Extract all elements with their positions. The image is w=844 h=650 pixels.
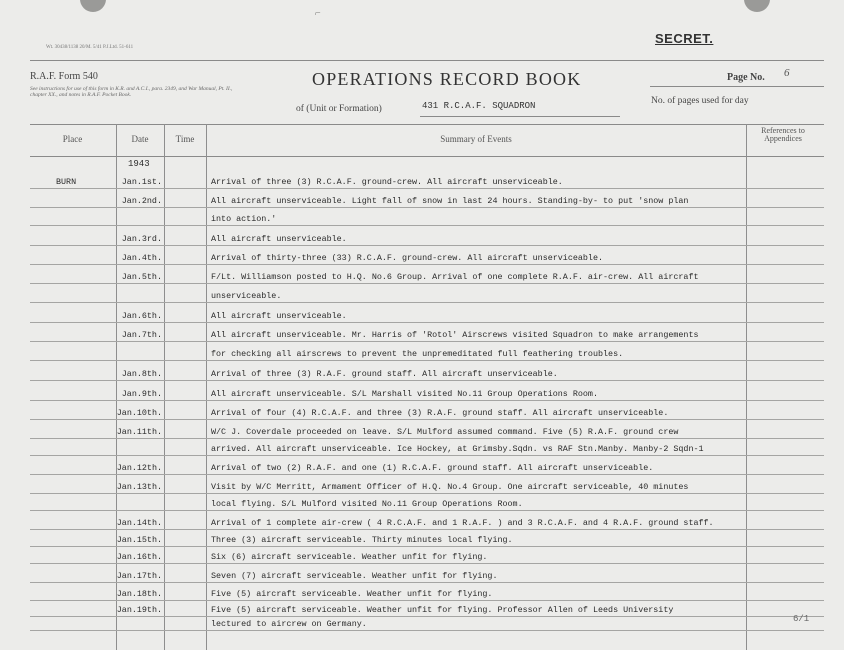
unit-underline [420,116,620,117]
entry-date: Jan.7th. [121,330,162,340]
secret-stamp: SECRET. [655,31,714,46]
entry-summary-line: for checking all airscrews to prevent the unpremeditated full feathering troubles. [211,349,624,359]
header-top-rule [30,124,824,125]
entry-summary-line: All aircraft unserviceable. S/L Marshall visited No.11 Group Operations Room. [211,389,598,399]
entry-date: Jan.2nd. [121,196,162,206]
header-time: Time [175,134,195,144]
header-references: References to Appendices [761,126,805,143]
entry-summary-line: All aircraft unserviceable. Mr. Harris of 'Rotol' Airscrews visited Squadron to make arrangements [211,330,699,340]
unit-label: of (Unit or Formation) [296,104,382,114]
entry-date: Jan.4th. [121,253,162,263]
entry-summary-line: arrived. All aircraft unserviceable. Ice Hockey, at Grimsby.Sqdn. vs RAF Stn.Manby. Manby-2 Sqdn-1 [211,444,704,454]
ledger-rule [30,493,824,494]
ledger-rule [30,600,824,601]
corner-mark: 6/1 [793,614,810,624]
ledger-rule [30,302,824,303]
ledger-rule [30,283,824,284]
form-number: R.A.F. Form 540 [30,71,98,82]
page-label: Page No. [727,72,765,83]
ledger-rule [30,380,824,381]
entry-summary-line: Three (3) aircraft serviceable. Thirty minutes local flying. [211,535,513,545]
entry-summary-line: lectured to aircrew on Germany. [211,619,367,629]
header-summary: Summary of Events [440,134,512,144]
entry-date: Jan.16th. [116,552,162,562]
ledger-rule [30,322,824,323]
ledger-rule [30,438,824,439]
entry-summary-line: All aircraft unserviceable. Light fall of snow in last 24 hours. Standing-by- to put 'snow plan [211,196,689,206]
entry-summary-line: Arrival of three (3) R.C.A.F. ground-crew. All aircraft unserviceable. [211,177,563,187]
entry-summary-line: local flying. S/L Mulford visited No.11 Group Operations Room. [211,499,523,509]
unit-value: 431 R.C.A.F. SQUADRON [422,101,536,111]
entry-date: Jan.3rd. [121,234,162,244]
ledger-rule [30,582,824,583]
entry-summary-line: Arrival of four (4) R.C.A.F. and three (3) R.A.F. ground staff. All aircraft unserviceable. [211,408,669,418]
entry-place: BURN [56,177,77,187]
ledger-rule [30,400,824,401]
ledger-rule [30,616,824,617]
top-rule [30,60,824,61]
column-divider [206,124,207,650]
entry-date: Jan.15th. [116,535,162,545]
entry-date: Jan.13th. [116,482,162,492]
header-place: Place [62,134,83,144]
header-date: Date [131,134,149,144]
entry-summary-line: Seven (7) aircraft serviceable. Weather unfit for flying. [211,571,498,581]
ledger-rule [30,360,824,361]
entry-date: Jan.5th. [121,272,162,282]
ledger-rule [30,510,824,511]
ledger-rule [30,474,824,475]
ledger-rule [30,188,824,189]
entry-summary-line: Visit by W/C Merritt, Armament Officer of H.Q. No.4 Group. One aircraft serviceable, 40 minutes [211,482,689,492]
page-title: OPERATIONS RECORD BOOK [312,69,582,89]
entry-summary-line: Arrival of 1 complete air-crew ( 4 R.C.A.F. and 1 R.A.F. ) and 3 R.C.A.F. and 4 R.A.F. ground staff. [211,518,714,528]
entry-summary-line: Five (5) aircraft serviceable. Weather unfit for flying. Professor Allen of Leeds University [211,605,674,615]
entry-date: Jan.18th. [116,589,162,599]
entry-summary-line: All aircraft unserviceable. [211,311,347,321]
punch-hole [80,0,106,12]
entry-date: Jan.1st. [121,177,162,187]
entry-summary-line: into action.' [211,214,277,224]
page-number: 6 [784,67,790,79]
column-divider [164,124,165,650]
ledger-rule [30,563,824,564]
entry-summary-line: Arrival of three (3) R.A.F. ground staff. All aircraft unserviceable. [211,369,558,379]
ledger-rule [30,341,824,342]
entry-summary-line: Five (5) aircraft serviceable. Weather unfit for flying. [211,589,493,599]
ledger-rule [30,419,824,420]
ledger-rule [30,630,824,631]
printer-line: Wt. 30438/1138 20/M. 5/41 P.J.Ltd. 51-611 [46,45,134,50]
entry-summary-line: Arrival of two (2) R.A.F. and one (1) R.C.A.F. ground staff. All aircraft unserviceable. [211,463,654,473]
entry-summary-line: W/C J. Coverdale proceeded on leave. S/L Mulford assumed command. Five (5) R.A.F. ground crew [211,427,679,437]
entry-summary-line: Arrival of thirty-three (33) R.C.A.F. ground-crew. All aircraft unserviceable. [211,253,604,263]
entry-date: Jan.19th. [116,605,162,615]
entry-date: Jan.14th. [116,518,162,528]
ledger-rule [30,529,824,530]
entry-date: Jan.17th. [116,571,162,581]
form-instructions: See instructions for use of this form in K.R. and A.C.I., para. 2349, and War Manual, Pt. II., chapter XX., and notes in R.A.F. Pocket Book. [30,86,233,98]
entry-date: Jan.9th. [121,389,162,399]
entry-summary-line: unserviceable. [211,291,282,301]
entry-date: Jan.10th. [116,408,162,418]
entry-date: Jan.11th. [116,427,162,437]
ledger-rule [30,207,824,208]
entry-date: Jan.12th. [116,463,162,473]
ledger-rule [30,455,824,456]
header-bottom-rule [30,156,824,157]
entry-date: Jan.6th. [121,311,162,321]
ledger-rule [30,225,824,226]
entry-summary-line: Six (6) aircraft serviceable. Weather unfit for flying. [211,552,488,562]
ledger-rule [30,264,824,265]
entry-date: Jan.8th. [121,369,162,379]
entry-summary-line: F/Lt. Williamson posted to H.Q. No.6 Group. Arrival of one complete R.A.F. air-crew. All aircraft [211,272,699,282]
page-rule [650,86,824,87]
column-divider [746,124,747,650]
pages-used-label: No. of pages used for day [651,96,749,106]
entry-summary-line: All aircraft unserviceable. [211,234,347,244]
ledger-rule [30,546,824,547]
ledger-rule [30,245,824,246]
punch-hole [744,0,770,12]
entry-year: 1943 [128,159,150,169]
paper-mark: ⌐ [315,8,321,19]
